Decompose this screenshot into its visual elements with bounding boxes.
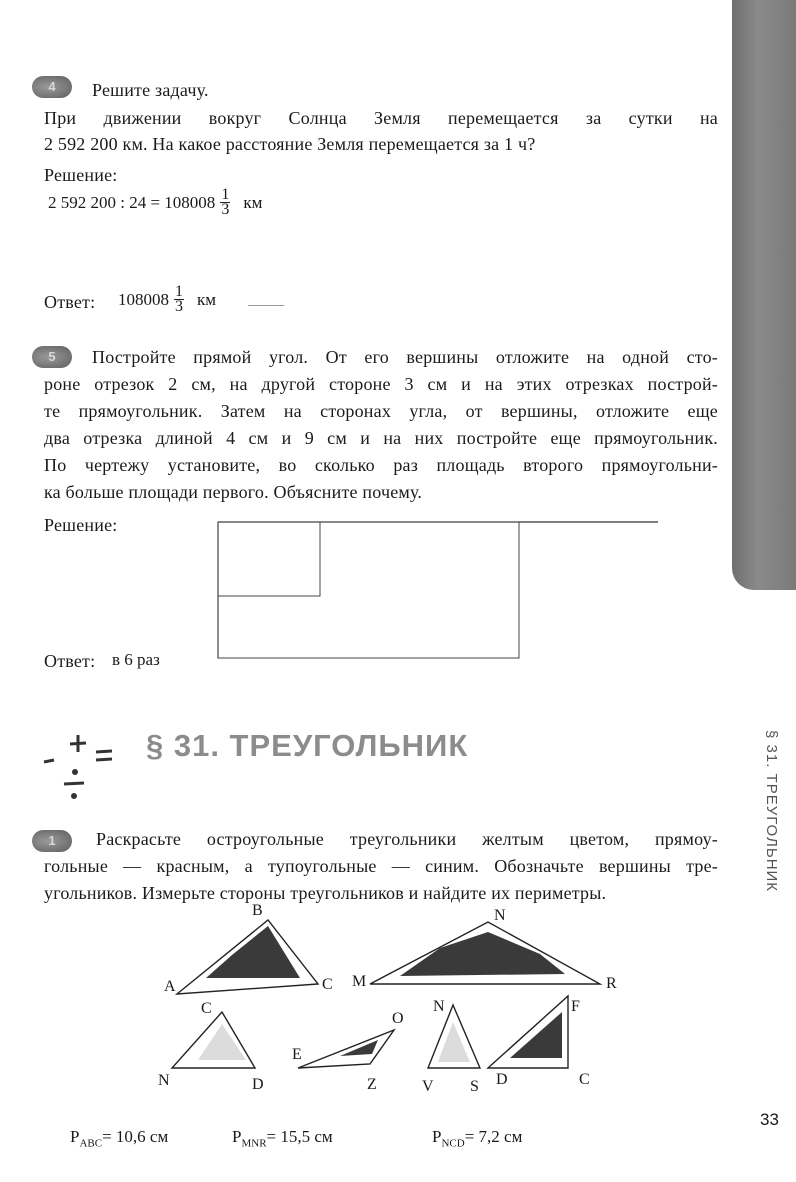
task3-line-3: угольников. Измерьте стороны треугольников и найдите их периметры. bbox=[44, 883, 607, 903]
vertex-label-n1: N bbox=[494, 907, 506, 924]
vertex-label-d1: D bbox=[252, 1076, 264, 1093]
task2-line-2: роне отрезок 2 см, на другой стороне 3 см и на этих отрезках построй- bbox=[44, 374, 718, 394]
task2-answer-label: Ответ: bbox=[44, 651, 96, 671]
task2-line-5: По чертежу установите, во сколько раз площадь второго прямоугольни- bbox=[44, 455, 718, 475]
triangle-mnr-fill bbox=[400, 932, 565, 976]
task1-calc-text: 2 592 200 : 24 = 108008 bbox=[48, 192, 216, 212]
task2-solution-label: Решение: bbox=[44, 515, 118, 535]
fraction-denominator: 3 bbox=[221, 201, 230, 218]
vertex-label-e: E bbox=[292, 1046, 302, 1063]
vertex-label-c2: C bbox=[201, 1000, 212, 1017]
task2-answer-value: в 6 раз bbox=[112, 650, 160, 669]
vertex-label-r: R bbox=[606, 975, 617, 992]
vertex-label-m: M bbox=[352, 973, 367, 990]
task2-line-6: ка больше площади первого. Объясните почему. bbox=[44, 482, 423, 502]
vertex-label-z: Z bbox=[367, 1076, 377, 1093]
task1-answer-label: Ответ: bbox=[44, 292, 96, 312]
perimeter-subscript: ABC bbox=[79, 1137, 103, 1150]
task2-line-1: Постройте прямой угол. От его вершины отложите на одной сто- bbox=[92, 347, 718, 367]
triangle-nvs-fill bbox=[438, 1022, 470, 1062]
perimeter-ncd bbox=[432, 1127, 522, 1149]
task1-solution-label: Решение: bbox=[44, 165, 118, 185]
vertex-label-f: F bbox=[571, 998, 580, 1015]
perimeter-symbol: P bbox=[432, 1127, 442, 1146]
triangle-abc-fill bbox=[206, 926, 300, 978]
vertex-label-b: B bbox=[252, 902, 263, 919]
triangle-dfc-fill bbox=[510, 1012, 562, 1058]
triangle-eoz-fill bbox=[340, 1040, 378, 1056]
perimeter-symbol: P bbox=[70, 1127, 80, 1146]
task2-line-3: те прямоугольник. Затем на сторонах угла, от вершины, отложите еще bbox=[44, 401, 718, 421]
side-section-label: § 31. ТРЕУГОЛЬНИК bbox=[763, 730, 780, 893]
perimeter-value: = 7,2 см bbox=[464, 1127, 523, 1146]
triangle-cnd-fill bbox=[198, 1024, 246, 1060]
task1-heading: Решите задачу. bbox=[92, 80, 209, 100]
task3-line-2: гольные — красным, а тупоугольные — синим. Обозначьте вершины тре- bbox=[44, 856, 718, 876]
task1-answer-value: 108008 bbox=[118, 289, 169, 309]
task1-calc-unit: км bbox=[243, 192, 263, 212]
task-badge-1: 1 bbox=[32, 830, 72, 852]
perimeter-abc bbox=[70, 1127, 168, 1149]
task3-line-1: Раскрасьте остроугольные треугольники желтым цветом, прямоу- bbox=[96, 829, 718, 849]
task-badge-4: 4 bbox=[32, 76, 72, 98]
perimeter-value: = 15,5 см bbox=[266, 1127, 333, 1146]
perimeter-symbol: P bbox=[232, 1127, 242, 1146]
vertex-label-n2: N bbox=[158, 1072, 170, 1089]
vertex-label-o: O bbox=[392, 1010, 404, 1027]
vertex-label-v: V bbox=[422, 1078, 434, 1095]
fraction-denominator: 3 bbox=[175, 298, 183, 315]
vertex-label-a: A bbox=[164, 978, 176, 995]
perimeter-mnr bbox=[232, 1127, 333, 1149]
page-number: 33 bbox=[760, 1110, 779, 1129]
task2-line-4: два отрезка длиной 4 см и 9 см и на них постройте еще прямоугольник. bbox=[44, 428, 718, 448]
perimeter-subscript: NCD bbox=[441, 1137, 465, 1150]
vertex-label-c1: C bbox=[322, 976, 333, 993]
task1-line-2: 2 592 200 км. На какое расстояние Земля перемещается за 1 ч? bbox=[44, 134, 536, 154]
task1-line-1: При движении вокруг Солнца Земля перемещается за сутки на bbox=[44, 108, 718, 128]
section-title: § 31. ТРЕУГОЛЬНИК bbox=[146, 728, 469, 763]
perimeter-value: = 10,6 см bbox=[102, 1127, 169, 1146]
perimeter-subscript: MNR bbox=[241, 1137, 267, 1150]
vertex-label-d2: D bbox=[496, 1071, 508, 1088]
vertex-label-c3: C bbox=[579, 1071, 590, 1088]
task1-answer-unit: км bbox=[197, 289, 217, 309]
triangle-eoz bbox=[298, 1030, 394, 1068]
task-badge-5: 5 bbox=[32, 346, 72, 368]
fraction-numerator: 1 bbox=[175, 283, 183, 300]
fraction-numerator: 1 bbox=[221, 186, 230, 203]
vertex-label-s: S bbox=[470, 1078, 479, 1095]
vertex-label-n3: N bbox=[433, 998, 445, 1015]
